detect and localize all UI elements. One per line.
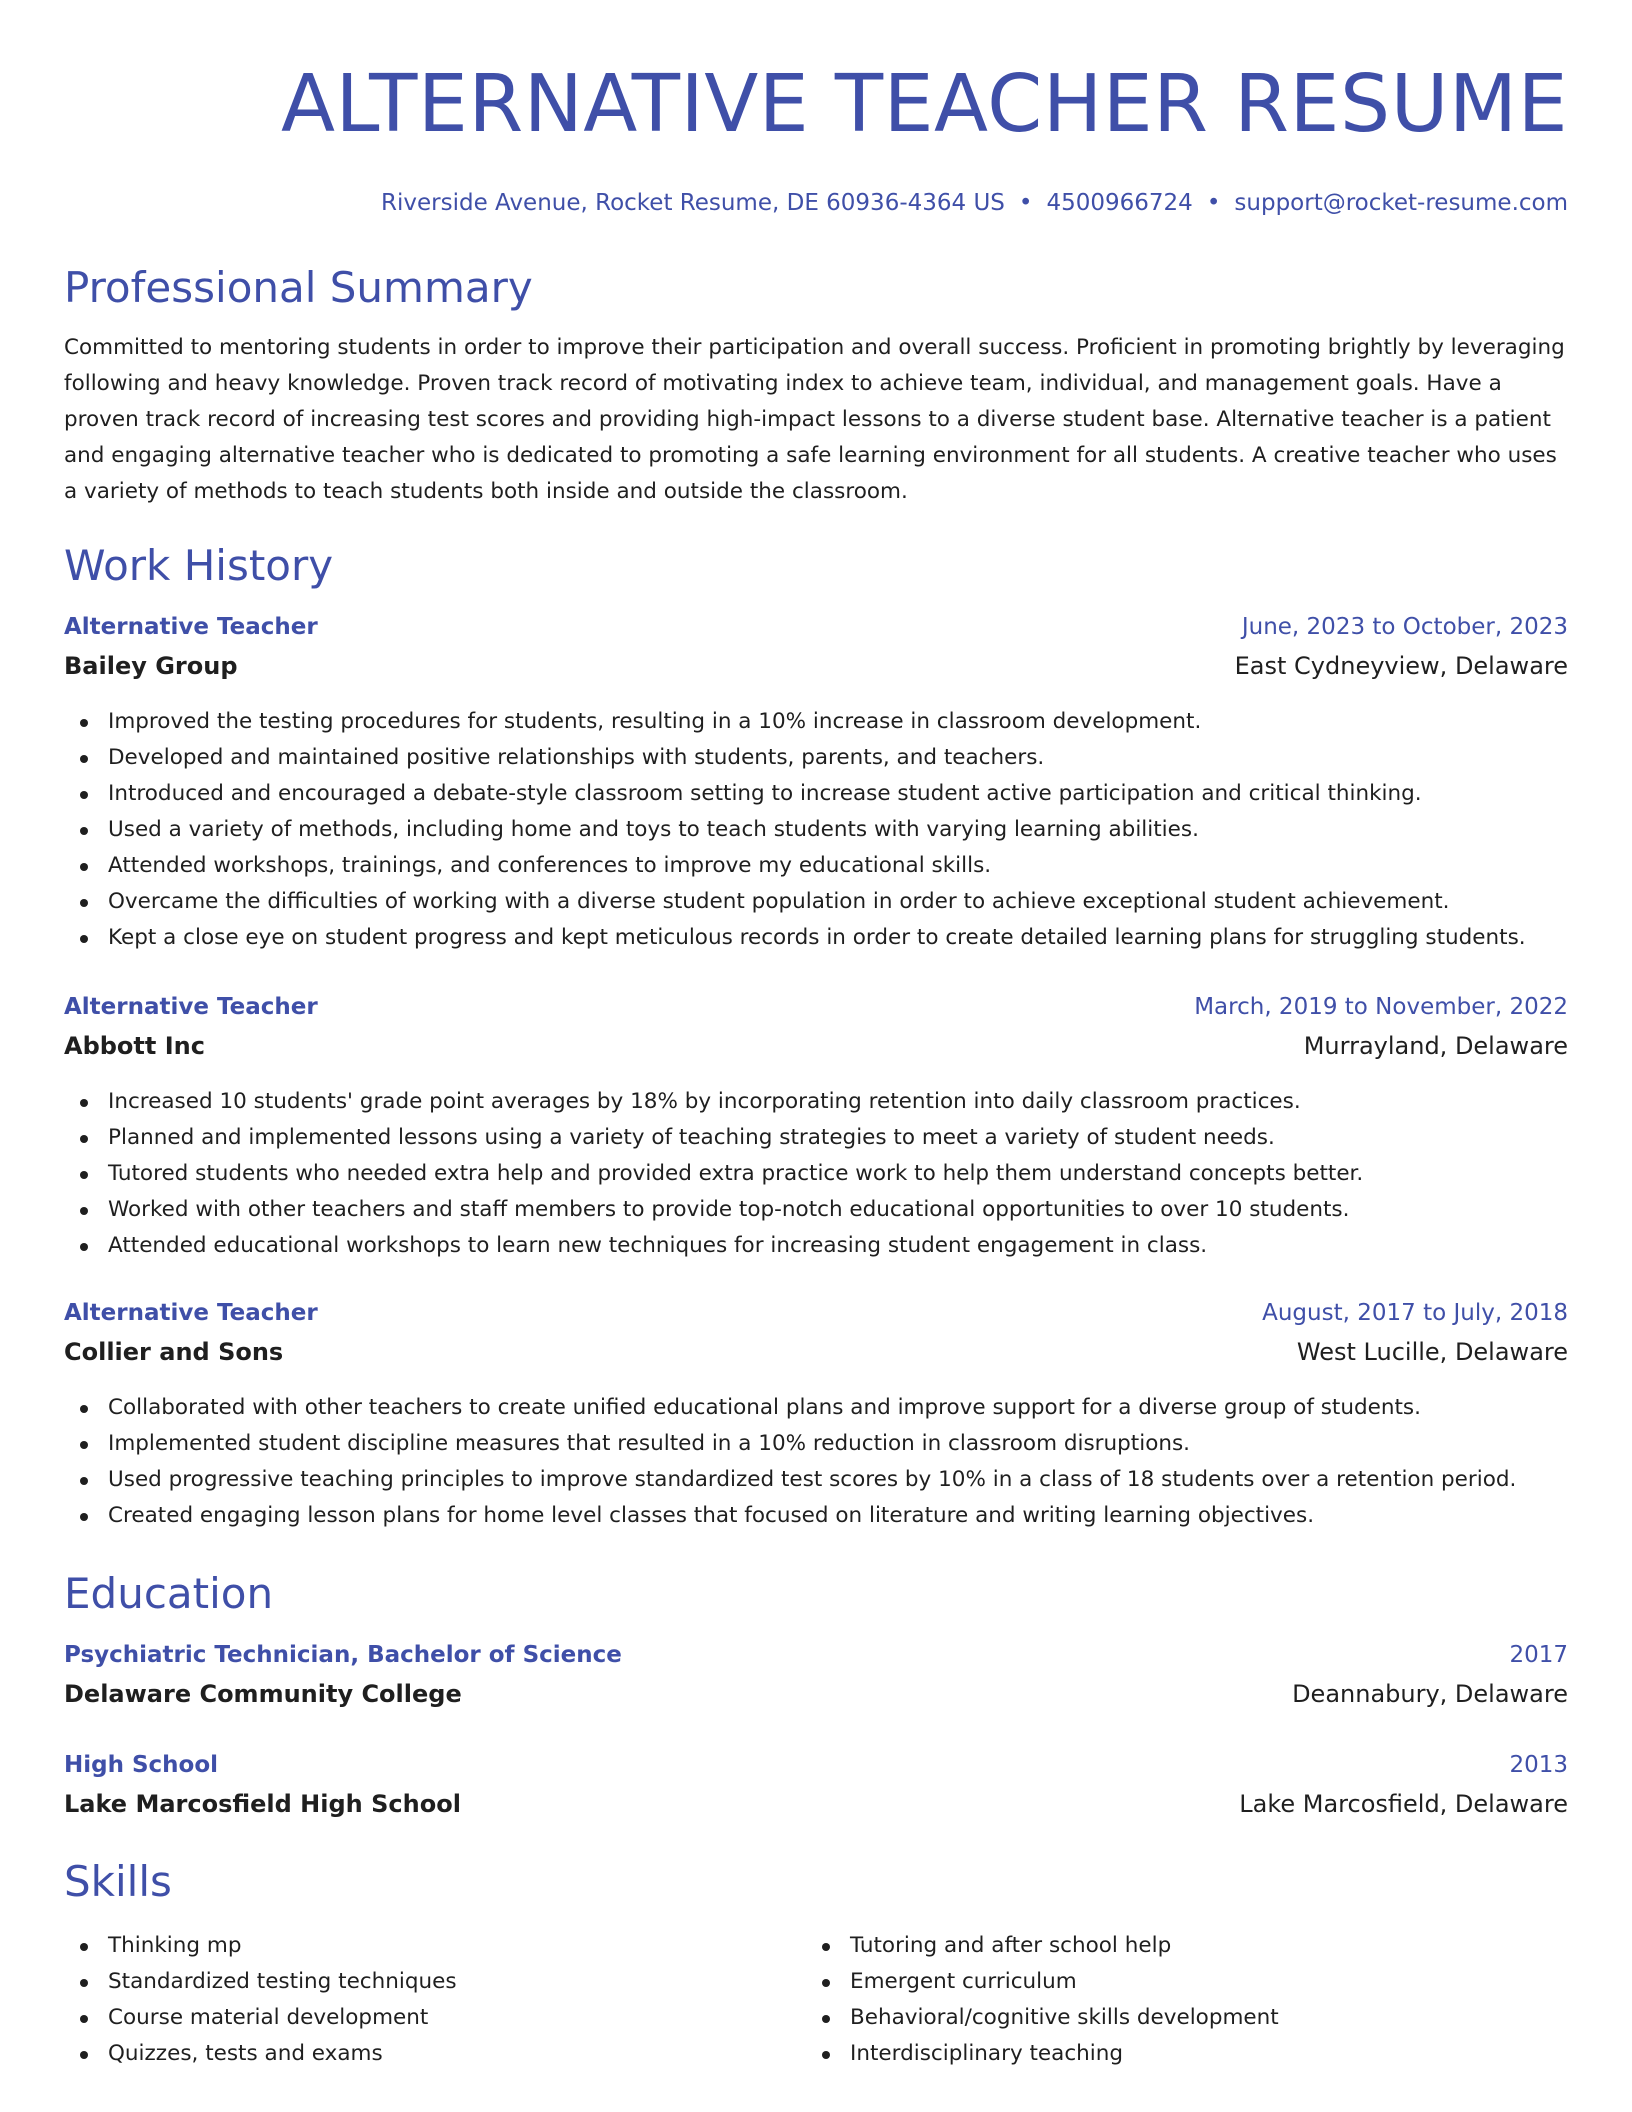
education-year: 2017 bbox=[1509, 1642, 1568, 1668]
job-title: Alternative Teacher bbox=[64, 994, 318, 1020]
job-bullet: Overcame the difficulties of working with a diverse student population in order to achieve exceptional student achievement. bbox=[64, 884, 1568, 920]
school-name: Lake Marcosfield High School bbox=[64, 1790, 461, 1818]
job-bullet-list bbox=[64, 704, 1568, 956]
job-bullet: Used a variety of methods, including home and toys to teach students with varying learning abilities. bbox=[64, 812, 1568, 848]
education-year: 2013 bbox=[1509, 1752, 1568, 1778]
job-bullet: Attended educational workshops to learn new techniques for increasing student engagement in class. bbox=[64, 1228, 1568, 1264]
job-title: Alternative Teacher bbox=[64, 1300, 318, 1326]
job-bullet: Worked with other teachers and staff members to provide top-notch educational opportunities to over 10 students. bbox=[64, 1192, 1568, 1228]
job-bullet-list bbox=[64, 1084, 1568, 1264]
job-bullet: Kept a close eye on student progress and kept meticulous records in order to create detailed learning plans for struggling students. bbox=[64, 920, 1568, 956]
skill-item: Course material development bbox=[64, 2000, 806, 2036]
skill-item: Interdisciplinary teaching bbox=[806, 2036, 1548, 2072]
job-bullet: Collaborated with other teachers to create unified educational plans and improve support for a diverse group of students. bbox=[64, 1390, 1568, 1426]
job-bullet: Developed and maintained positive relationships with students, parents, and teachers. bbox=[64, 740, 1568, 776]
education-location: Lake Marcosfield, Delaware bbox=[1239, 1790, 1568, 1818]
job-entry bbox=[64, 994, 1568, 1264]
contact-separator: • bbox=[1206, 190, 1221, 216]
job-entry bbox=[64, 614, 1568, 956]
resume-title: ALTERNATIVE TEACHER RESUME bbox=[280, 58, 1568, 150]
skills-grid bbox=[64, 1928, 1568, 2072]
school-name: Delaware Community College bbox=[64, 1680, 462, 1708]
education-entry bbox=[64, 1752, 1568, 1830]
contact-address: Riverside Avenue, Rocket Resume, DE 60936-4364 US bbox=[381, 190, 1005, 216]
job-bullet: Used progressive teaching principles to improve standardized test scores by 10% in a class of 18 students over a retention period. bbox=[64, 1462, 1568, 1498]
skill-item: Emergent curriculum bbox=[806, 1964, 1548, 2000]
job-bullet: Implemented student discipline measures that resulted in a 10% reduction in classroom disruptions. bbox=[64, 1426, 1568, 1462]
employer-name: Abbott Inc bbox=[64, 1032, 205, 1060]
job-location: Murrayland, Delaware bbox=[1303, 1032, 1568, 1060]
skills-list-right bbox=[806, 1928, 1548, 2072]
job-bullet: Planned and implemented lessons using a variety of teaching strategies to meet a variety of student needs. bbox=[64, 1120, 1568, 1156]
contact-separator: • bbox=[1018, 190, 1033, 216]
resume-header bbox=[64, 0, 1568, 218]
skill-item: Thinking mp bbox=[64, 1928, 806, 1964]
job-entry bbox=[64, 1300, 1568, 1534]
job-bullet: Improved the testing procedures for students, resulting in a 10% increase in classroom development. bbox=[64, 704, 1568, 740]
skill-item: Standardized testing techniques bbox=[64, 1964, 806, 2000]
job-bullet: Introduced and encouraged a debate-style classroom setting to increase student active participation and critical thinking. bbox=[64, 776, 1568, 812]
job-dates: March, 2019 to November, 2022 bbox=[1194, 994, 1568, 1020]
job-bullet: Increased 10 students' grade point averages by 18% by incorporating retention into daily classroom practices. bbox=[64, 1084, 1568, 1120]
education-entry bbox=[64, 1642, 1568, 1720]
section-title-skills: Skills bbox=[64, 1857, 172, 1906]
contact-email[interactable]: support@rocket-resume.com bbox=[1234, 190, 1568, 216]
education-location: Deannabury, Delaware bbox=[1292, 1680, 1568, 1708]
job-bullet: Attended workshops, trainings, and conferences to improve my educational skills. bbox=[64, 848, 1568, 884]
section-title-work-history: Work History bbox=[64, 541, 334, 590]
degree-title: High School bbox=[64, 1752, 219, 1778]
skill-item: Quizzes, tests and exams bbox=[64, 2036, 806, 2072]
degree-title: Psychiatric Technician, Bachelor of Science bbox=[64, 1642, 622, 1668]
contact-phone: 4500966724 bbox=[1046, 190, 1193, 216]
contact-line bbox=[64, 188, 1568, 218]
job-dates: June, 2023 to October, 2023 bbox=[1241, 614, 1568, 640]
skill-item: Behavioral/cognitive skills development bbox=[806, 2000, 1548, 2036]
job-location: West Lucille, Delaware bbox=[1296, 1338, 1568, 1366]
skill-item: Tutoring and after school help bbox=[806, 1928, 1548, 1964]
job-title: Alternative Teacher bbox=[64, 614, 318, 640]
job-location: East Cydneyview, Delaware bbox=[1234, 652, 1568, 680]
job-dates: August, 2017 to July, 2018 bbox=[1262, 1300, 1568, 1326]
job-bullet: Created engaging lesson plans for home level classes that focused on literature and writing learning objectives. bbox=[64, 1498, 1568, 1534]
employer-name: Collier and Sons bbox=[64, 1338, 284, 1366]
section-title-education: Education bbox=[64, 1569, 274, 1618]
section-title-summary: Professional Summary bbox=[64, 263, 533, 312]
job-bullet: Tutored students who needed extra help and provided extra practice work to help them understand concepts better. bbox=[64, 1156, 1568, 1192]
summary-text: Committed to mentoring students in order to improve their participation and overall success. Proficient in promoting brightly by leveraging following and heavy knowledge. Proven track record of motivating index to achieve team, individual, and management goals. Have a proven track record of increasing test scores and providing high-impact lessons to a diverse student base. Alternative teacher is a patient and engaging alternative teacher who is dedicated to promoting a safe learning environment for all students. A creative teacher who uses a variety of methods to teach students both inside and outside the classroom. bbox=[64, 335, 1565, 504]
employer-name: Bailey Group bbox=[64, 652, 238, 680]
job-bullet-list bbox=[64, 1390, 1568, 1534]
skills-list-left bbox=[64, 1928, 806, 2072]
